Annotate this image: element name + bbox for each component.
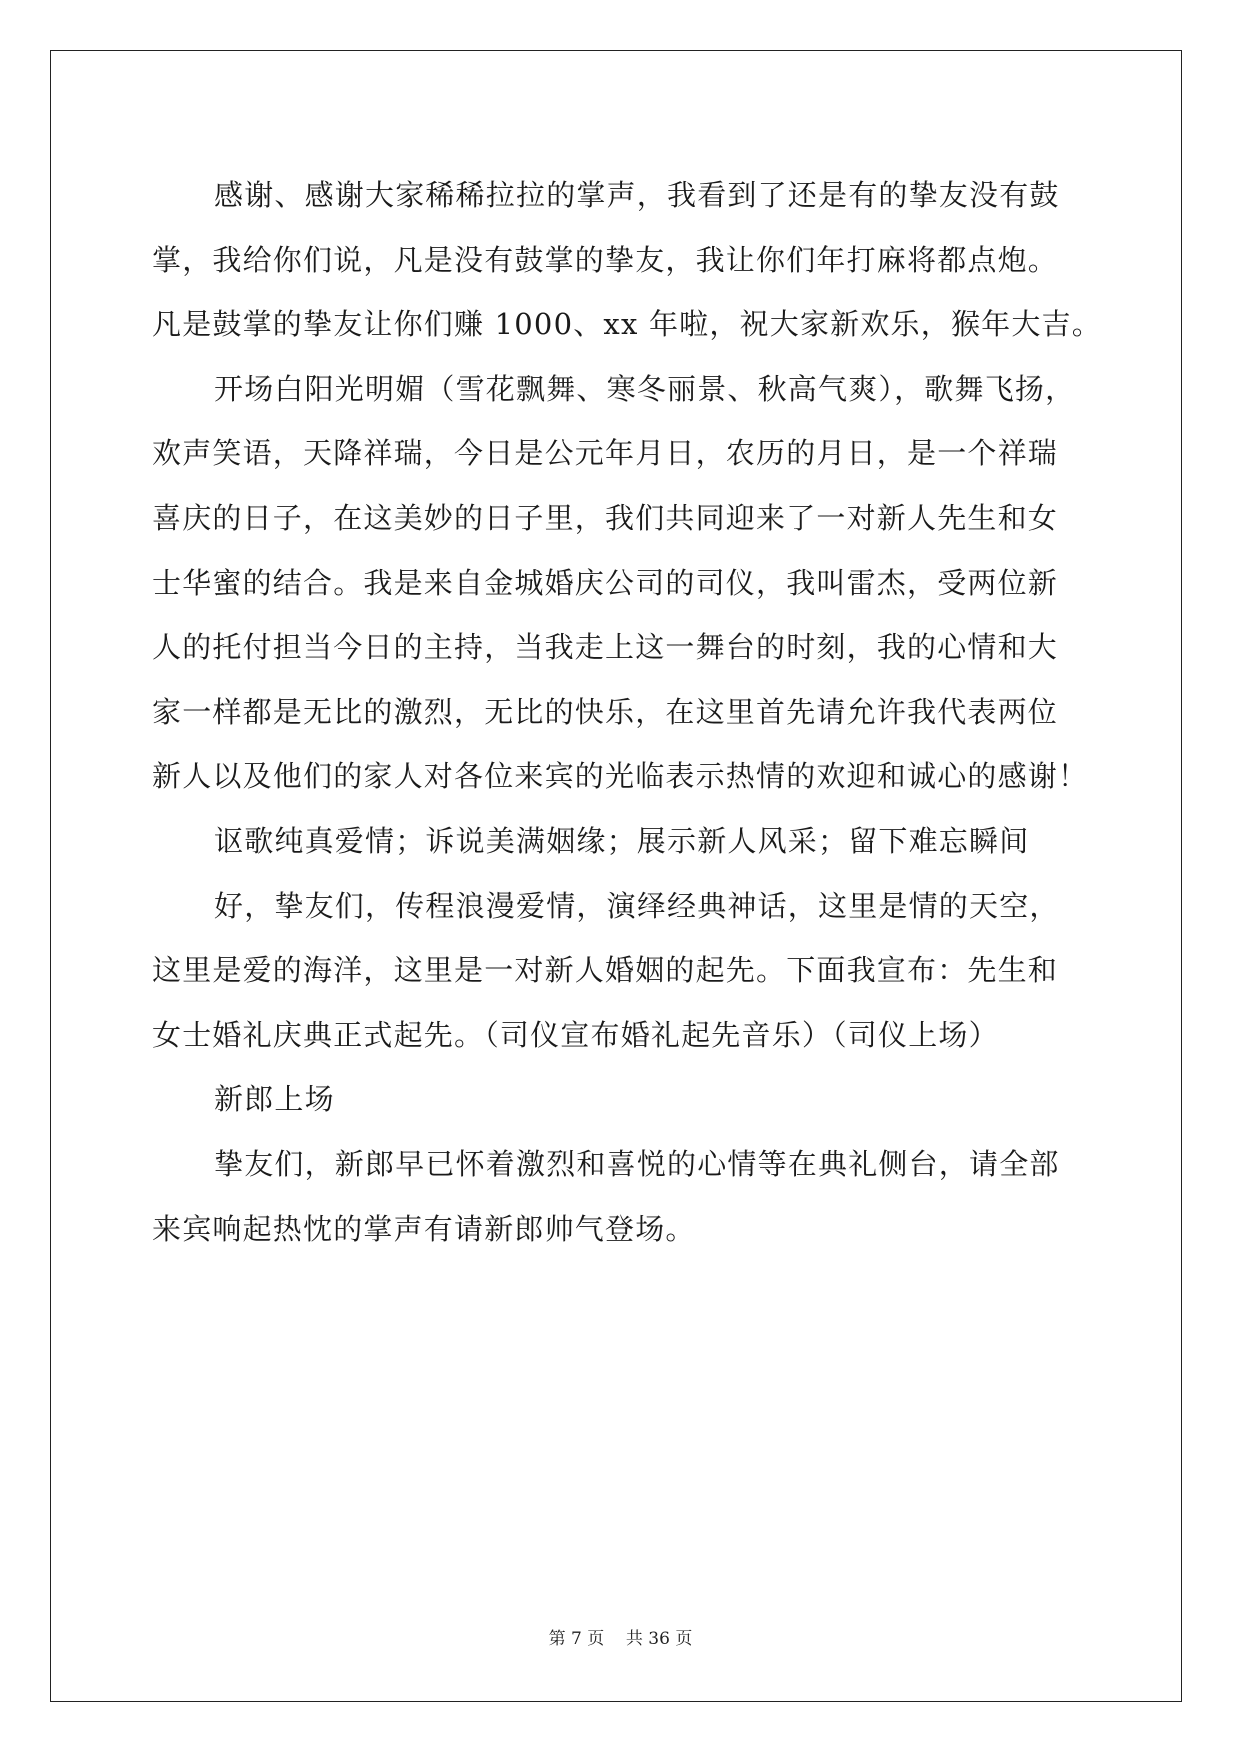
text-line: 开场白阳光明媚（雪花飘舞、寒冬丽景、秋高气爽），歌舞飞扬， [214,371,1076,406]
text-line: 士华蜜的结合。我是来自金城婚庆公司的司仪，我叫雷杰，受两位新 [152,565,1059,600]
text-line: 凡是鼓掌的挚友让你们赚 1000、xx 年啦，祝大家新欢乐，猴年大吉。 [152,307,1102,342]
text-line: 好，挚友们，传程浪漫爱情，演绎经典神话，这里是情的天空， [214,888,1060,923]
section-heading: 新郎上场 [214,1082,335,1117]
text-line: 新人以及他们的家人对各位来宾的光临表示热情的欢迎和诚心的感谢！ [152,759,1089,794]
page-number-footer: 第 7 页 共 36 页 [548,1629,693,1649]
text-line: 欢声笑语，天降祥瑞，今日是公元年月日，农历的月日，是一个祥瑞 [152,436,1059,471]
text-line: 挚友们，新郎早已怀着激烈和喜悦的心情等在典礼侧台，请全部 [214,1146,1060,1181]
text-line: 掌，我给你们说，凡是没有鼓掌的挚友，我让你们年打麻将都点炮。 [152,242,1059,277]
text-line: 女士婚礼庆典正式起先。（司仪宣布婚礼起先音乐）（司仪上场） [152,1017,999,1052]
text-line: 来宾响起热忱的掌声有请新郎帅气登场。 [152,1211,696,1246]
text-line: 讴歌纯真爱情；诉说美满姻缘；展示新人风采；留下难忘瞬间 [214,823,1030,858]
text-line: 感谢、感谢大家稀稀拉拉的掌声，我看到了还是有的挚友没有鼓 [214,178,1060,212]
text-line: 喜庆的日子，在这美妙的日子里，我们共同迎来了一对新人先生和女 [152,500,1059,535]
text-line: 人的托付担当今日的主持，当我走上这一舞台的时刻，我的心情和大 [152,630,1059,665]
text-line: 这里是爱的海洋，这里是一对新人婚姻的起先。下面我宣布：先生和 [152,953,1059,988]
document-body [152,163,1102,1261]
text-line: 家一样都是无比的激烈，无比的快乐，在这里首先请允许我代表两位 [152,694,1059,729]
